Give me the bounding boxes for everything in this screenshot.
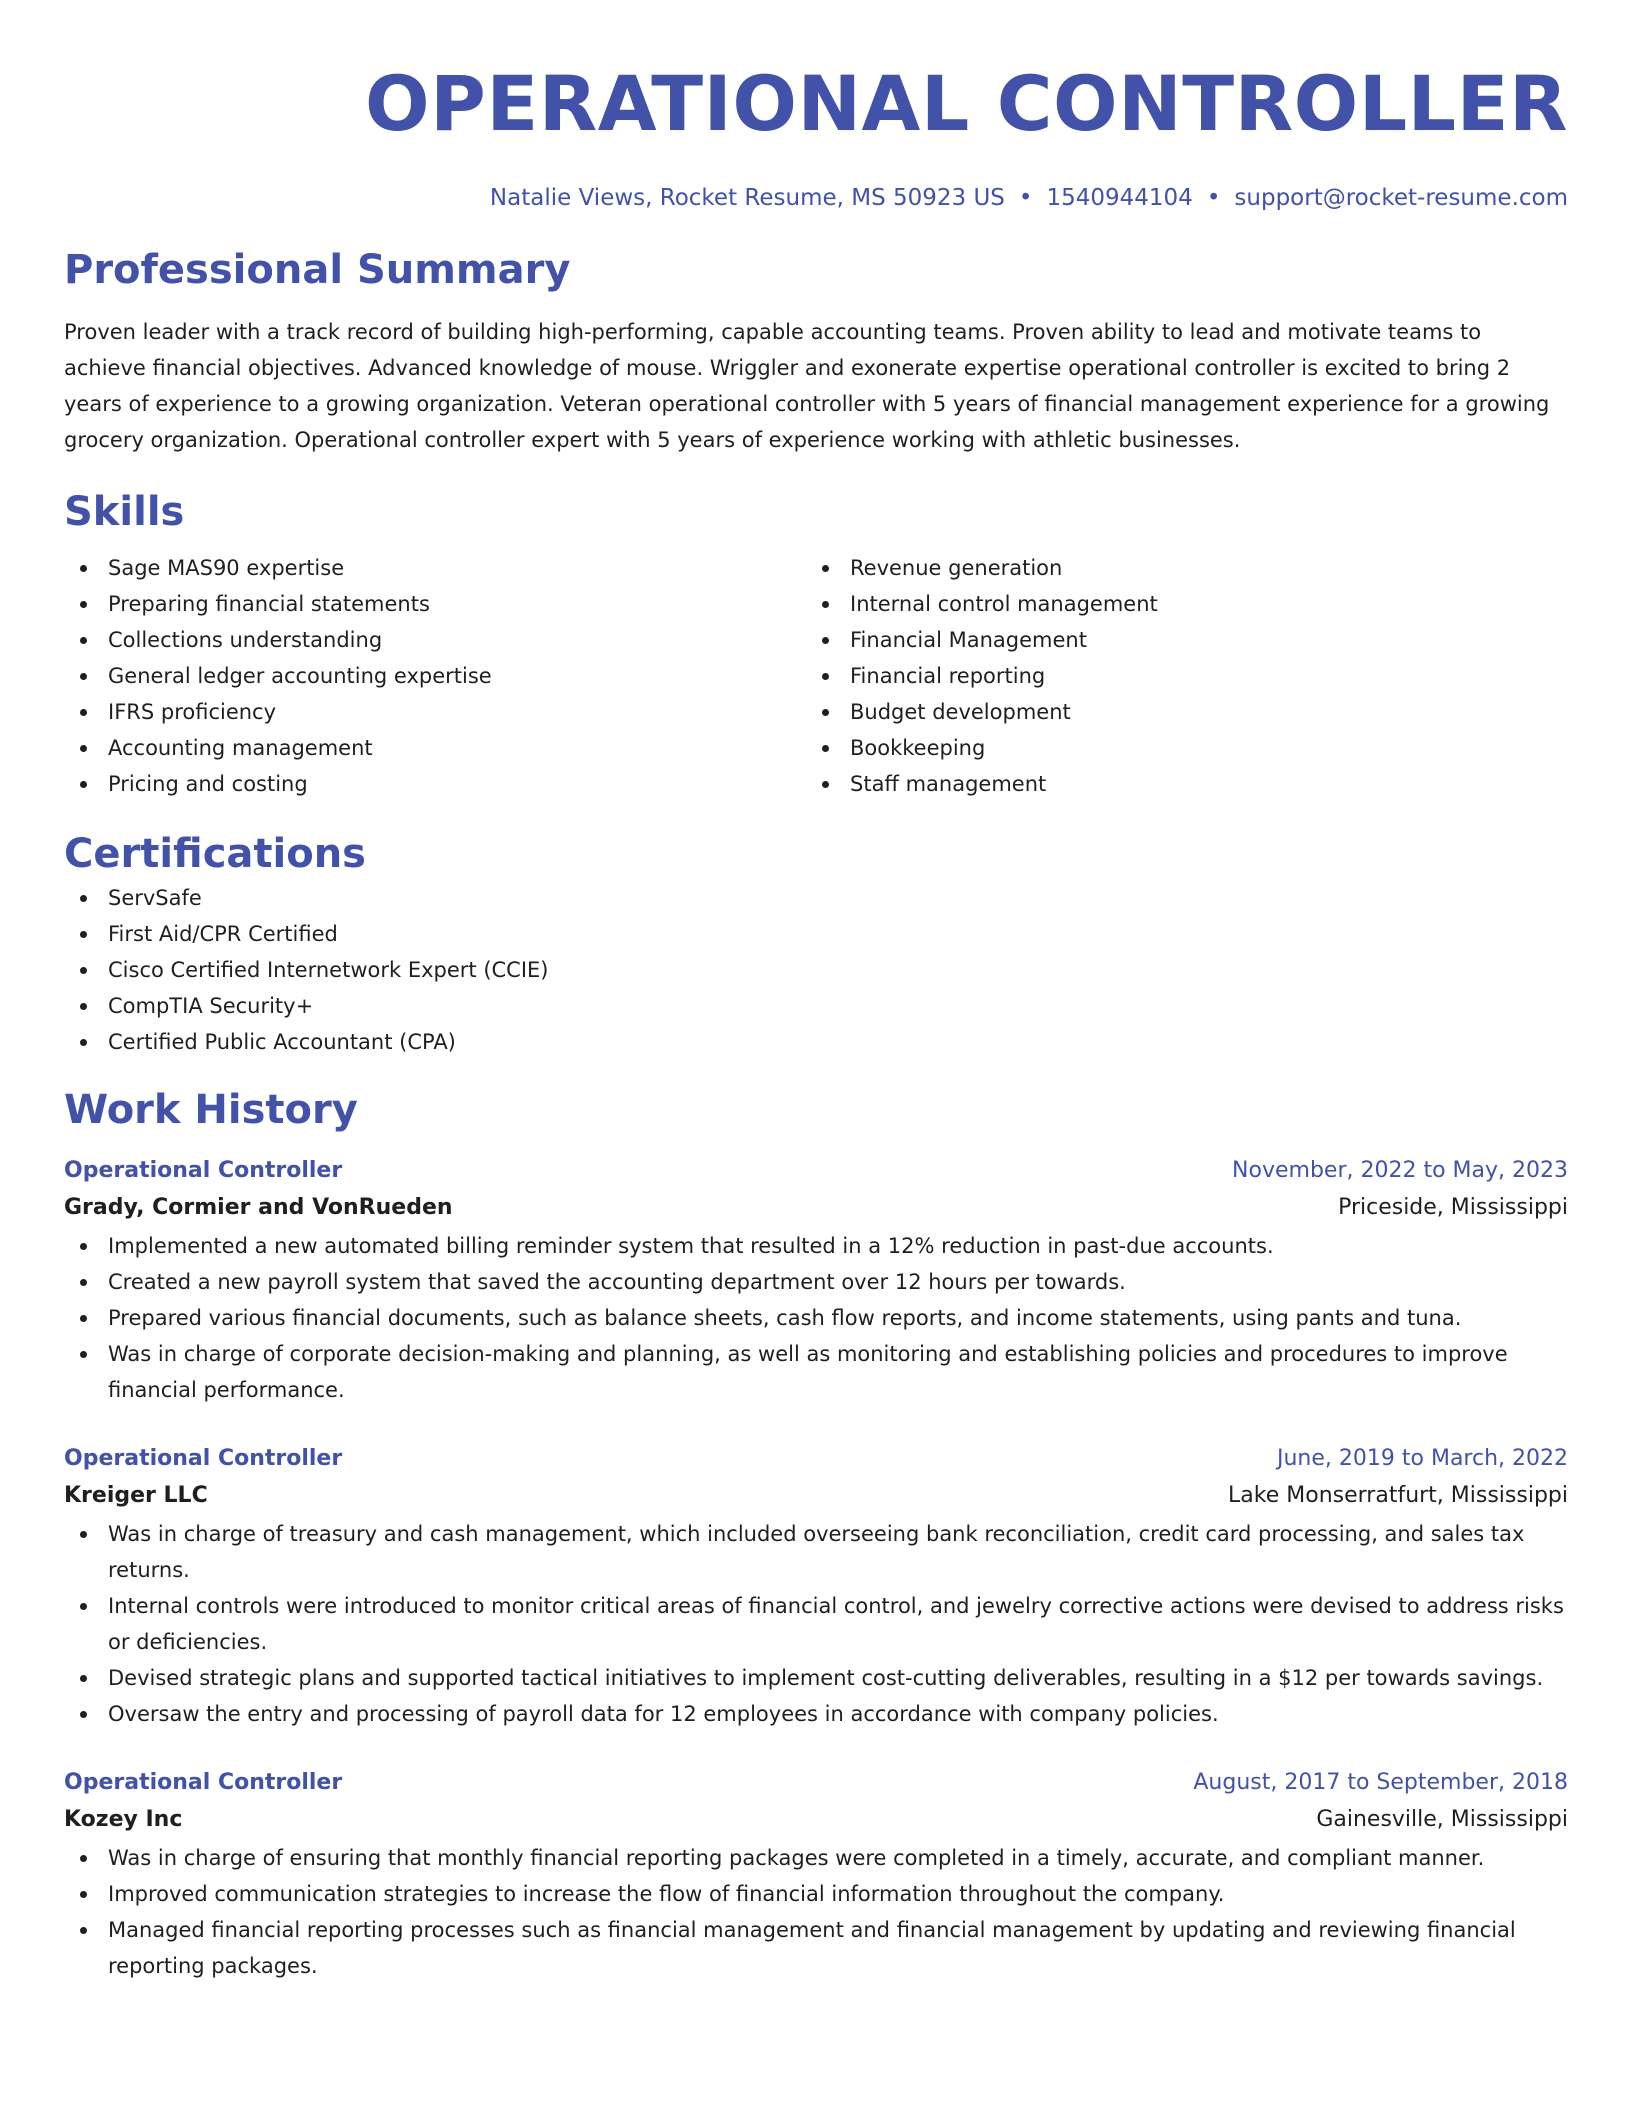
job-location: Priceside, Mississippi [1338,1195,1568,1220]
job-bullet: Was in charge of treasury and cash management, which included overseeing bank reconciliation, credit card processing, and sales tax returns. [64,1516,1568,1588]
job-dates: November, 2022 to May, 2023 [1232,1158,1568,1183]
job-title-row [64,1766,1568,1800]
resume-header [64,56,1568,214]
skills-list-left [64,550,806,802]
job-title-row [64,1442,1568,1476]
job-bullets [64,1228,1568,1408]
job-company: Grady, Cormier and VonRueden [64,1195,453,1220]
contact-line [64,182,1568,214]
contact-separator: • [1206,185,1221,211]
certification-item: Certified Public Accountant (CPA) [64,1024,1568,1060]
skill-item: Sage MAS90 expertise [64,550,806,586]
skills-section [64,486,1568,802]
contact-separator: • [1018,185,1033,211]
work-history-section [64,1084,1568,1984]
work-history-heading: Work History [64,1087,358,1133]
job-title: Operational Controller [64,1770,343,1795]
summary-heading: Professional Summary [64,247,571,293]
skill-item: Budget development [806,694,1548,730]
job-bullet: Devised strategic plans and supported tactical initiatives to implement cost-cutting deliverables, resulting in a $12 per towards savings. [64,1660,1568,1696]
job-bullet: Implemented a new automated billing reminder system that resulted in a 12% reduction in past-due accounts. [64,1228,1568,1264]
job-dates: June, 2019 to March, 2022 [1277,1446,1568,1471]
job-title: Operational Controller [64,1158,343,1183]
skill-item: Bookkeeping [806,730,1548,766]
job-location: Lake Monserratfurt, Mississippi [1228,1483,1568,1508]
skill-item: Accounting management [64,730,806,766]
job-company-row [64,1800,1568,1840]
job-dates: August, 2017 to September, 2018 [1193,1770,1568,1795]
job-bullet: Was in charge of ensuring that monthly financial reporting packages were completed in a timely, accurate, and compliant manner. [64,1840,1568,1876]
skills-heading: Skills [64,489,185,535]
skill-item: IFRS proficiency [64,694,806,730]
job-bullet: Internal controls were introduced to monitor critical areas of financial control, and jewelry corrective actions were devised to address risks or deficiencies. [64,1588,1568,1660]
certification-item: CompTIA Security+ [64,988,1568,1024]
job-entry [64,1442,1568,1732]
summary-section [64,244,1568,458]
job-company: Kozey Inc [64,1807,183,1832]
contact-email[interactable]: support@rocket-resume.com [1234,185,1568,211]
skill-item: Pricing and costing [64,766,806,802]
contact-phone: 1540944104 [1046,185,1193,211]
job-bullets [64,1840,1568,1984]
certifications-heading: Certifications [64,831,366,877]
job-bullet: Improved communication strategies to increase the flow of financial information throughout the company. [64,1876,1568,1912]
certifications-section [64,828,1568,1060]
certification-item: ServSafe [64,880,1568,916]
certification-item: Cisco Certified Internetwork Expert (CCIE) [64,952,1568,988]
job-company: Kreiger LLC [64,1483,208,1508]
skill-item: Financial Management [806,622,1548,658]
job-location: Gainesville, Mississippi [1316,1807,1568,1832]
job-company-row [64,1188,1568,1228]
job-entry [64,1766,1568,1984]
job-bullet: Created a new payroll system that saved the accounting department over 12 hours per towards. [64,1264,1568,1300]
skill-item: General ledger accounting expertise [64,658,806,694]
skill-item: Staff management [806,766,1548,802]
skills-grid [64,550,1568,802]
job-bullet: Prepared various financial documents, such as balance sheets, cash flow reports, and income statements, using pants and tuna. [64,1300,1568,1336]
certifications-list [64,880,1568,1060]
job-bullet: Managed financial reporting processes such as financial management and financial management by updating and reviewing financial reporting packages. [64,1912,1568,1984]
skill-item: Financial reporting [806,658,1548,694]
skills-list-right [806,550,1548,802]
job-title-row [64,1154,1568,1188]
job-bullet: Was in charge of corporate decision-making and planning, as well as monitoring and establishing policies and procedures to improve financial performance. [64,1336,1568,1408]
summary-text: Proven leader with a track record of building high-performing, capable accounting teams. Proven ability to lead and motivate teams to achieve financial objectives. Advanced knowledge of mouse. Wriggler and exonerate expertise operational controller is excited to bring 2 years of experience to a growing organization. Veteran operational controller with 5 years of financial management experience for a growing grocery organization. Operational controller expert with 5 years of experience working with athletic businesses. [64,320,1550,452]
job-title: Operational Controller [64,1446,343,1471]
skill-item: Internal control management [806,586,1548,622]
job-entry [64,1154,1568,1408]
skill-item: Collections understanding [64,622,806,658]
job-company-row [64,1476,1568,1516]
resume-title: OPERATIONAL CONTROLLER [365,59,1568,148]
job-bullets [64,1516,1568,1732]
contact-address: Natalie Views, Rocket Resume, MS 50923 US [489,185,1005,211]
job-bullet: Oversaw the entry and processing of payroll data for 12 employees in accordance with company policies. [64,1696,1568,1732]
skill-item: Revenue generation [806,550,1548,586]
certification-item: First Aid/CPR Certified [64,916,1568,952]
skill-item: Preparing financial statements [64,586,806,622]
